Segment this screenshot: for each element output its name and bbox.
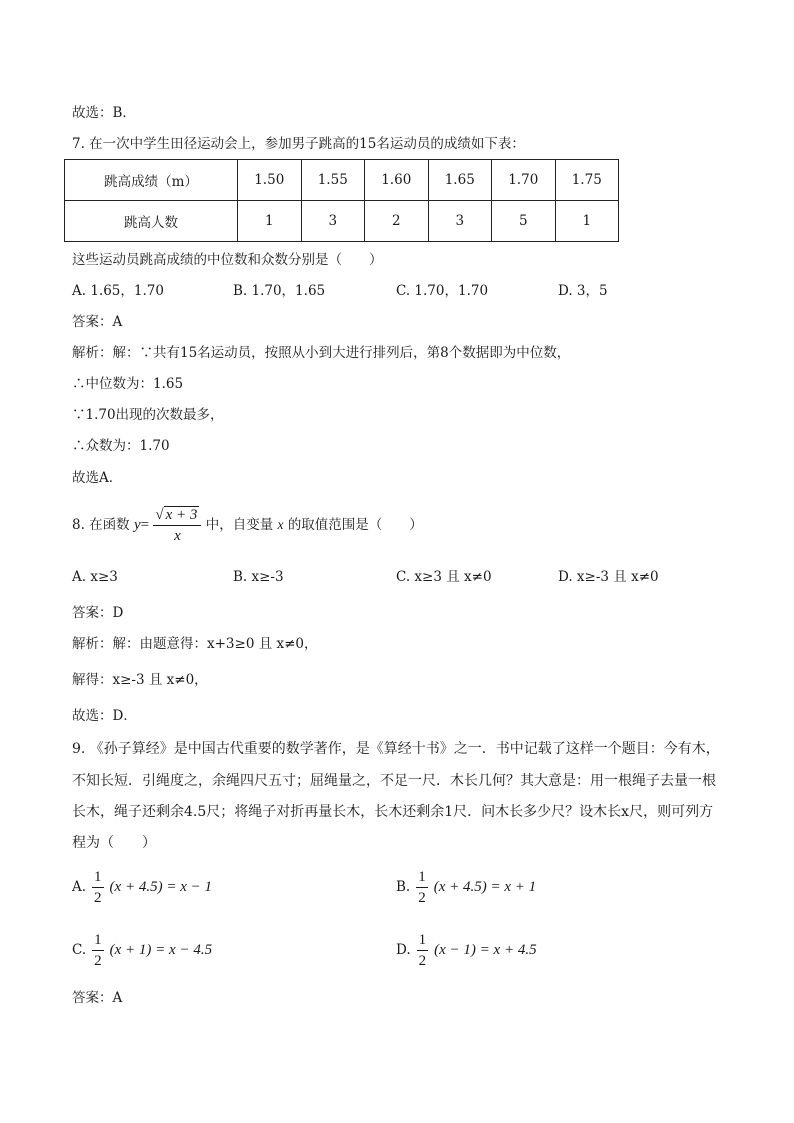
q7-analysis-line: ∴中位数为：1.65: [72, 376, 184, 392]
option-label: A.: [72, 879, 87, 895]
q8-function-fraction: $\frac{√ x + 3}{x}$: [153, 505, 201, 546]
half-fraction: $\frac{1}{2}$: [418, 868, 426, 906]
q7-option-c: C. 1.70，1.70: [396, 283, 489, 299]
q9-stem-line: 程为（ ）: [72, 835, 156, 851]
table-cell: 5: [492, 201, 556, 242]
prev-choice: 故选：B．: [72, 105, 136, 121]
equation: (x − 1) = x + 4.5: [434, 941, 537, 958]
q9-option-a: [72, 867, 212, 907]
q9-option-d: [396, 930, 537, 970]
table-cell: 1.60: [365, 160, 429, 201]
q7-analysis-line: 故选A．: [72, 470, 123, 486]
q8-stem: 8. 在函数 y= $\frac{√ x + 3}{x}$ 中，自变量 x 的取值范围是（ ）: [72, 507, 423, 544]
q9-option-c: [72, 930, 212, 970]
q7-answer: 答案：A: [72, 314, 123, 330]
q8-suffix: 中，自变量: [205, 517, 274, 533]
q8-analysis-line: 故选：D．: [72, 708, 137, 724]
q8-option-b: B. x≥-3: [233, 569, 284, 585]
table-cell: 1.75: [555, 160, 619, 201]
q9-option-b: [396, 867, 536, 907]
table-cell: 1: [555, 201, 619, 242]
q7-stem: 7. 在一次中学生田径运动会上，参加男子跳高的15名运动员的成绩如下表：: [72, 136, 525, 152]
table-cell: 1.55: [301, 160, 365, 201]
q8-analysis-line: 解析：解：由题意得：x+3≥0 且 x≠0，: [72, 636, 318, 652]
half-fraction: $\frac{1}{2}$: [94, 868, 102, 906]
q8-option-a: A. x≥3: [72, 569, 118, 585]
q9-stem-line: 长木，绳子还剩余4.5尺；将绳子对折再量长木，长木还剩余1尺．问木长多少尺？设木长x尺，则可列方: [72, 804, 714, 820]
q8-func-lhs: y: [133, 517, 141, 533]
table-cell: 1.50: [238, 160, 302, 201]
half-fraction: $\frac{1}{2}$: [418, 931, 427, 969]
table-cell: 2: [365, 201, 429, 242]
q8-suffix2: 的取值范围是（ ）: [287, 517, 423, 533]
q7-option-d: D. 3，5: [558, 283, 608, 299]
q8-var: x: [277, 517, 284, 532]
option-label: C.: [72, 942, 87, 958]
q8-func-num: x + 3: [165, 507, 198, 523]
option-label: B.: [396, 879, 411, 895]
q7-analysis-line: 解析：解：∵共有15名运动员，按照从小到大进行排列后，第8个数据即为中位数，: [72, 345, 571, 361]
table-cell: 1: [238, 201, 302, 242]
table-row: [65, 201, 619, 242]
q9-stem-line: 不知长短．引绳度之，余绳四尺五寸；屈绳量之，不足一尺．木长几何？其大意是：用一根绳子去量一根: [72, 773, 716, 789]
half-fraction: $\frac{1}{2}$: [94, 931, 102, 969]
q7-option-b: B. 1.70，1.65: [233, 283, 326, 299]
table-header-cell: 跳高成绩（m）: [65, 160, 238, 201]
q8-option-d: D. x≥-3 且 x≠0: [558, 569, 659, 585]
q8-analysis-line: 解得：x≥-3 且 x≠0，: [72, 672, 208, 688]
equation: (x + 4.5) = x − 1: [109, 878, 212, 895]
score-table: [64, 159, 619, 242]
q7-question: 这些运动员跳高成绩的中位数和众数分别是（ ）: [72, 252, 383, 268]
table-cell: 1.65: [428, 160, 492, 201]
table-header-cell: 跳高人数: [65, 201, 238, 242]
table-cell: 3: [428, 201, 492, 242]
equation: (x + 4.5) = x + 1: [433, 878, 537, 895]
q8-func-den: x: [174, 528, 181, 544]
q7-option-a: A. 1.65，1.70: [72, 283, 164, 299]
table-cell: 1.70: [492, 160, 556, 201]
option-label: D.: [396, 942, 411, 958]
q8-answer: 答案：D: [72, 605, 124, 621]
q7-analysis-line: ∵1.70出现的次数最多，: [72, 407, 224, 423]
table-cell: 3: [301, 201, 365, 242]
q9-stem-line: 9. 《孙子算经》是中国古代重要的数学著作，是《算经十书》之一．书中记载了这样一个题目：今有木，: [72, 741, 720, 757]
q8-prefix: 8. 在函数: [72, 517, 130, 533]
table-row: [65, 160, 619, 201]
q8-option-c: C. x≥3 且 x≠0: [396, 569, 492, 585]
q9-answer: 答案：A: [72, 990, 123, 1006]
q7-analysis-line: ∴众数为：1.70: [72, 438, 170, 454]
equation: (x + 1) = x − 4.5: [109, 941, 213, 958]
